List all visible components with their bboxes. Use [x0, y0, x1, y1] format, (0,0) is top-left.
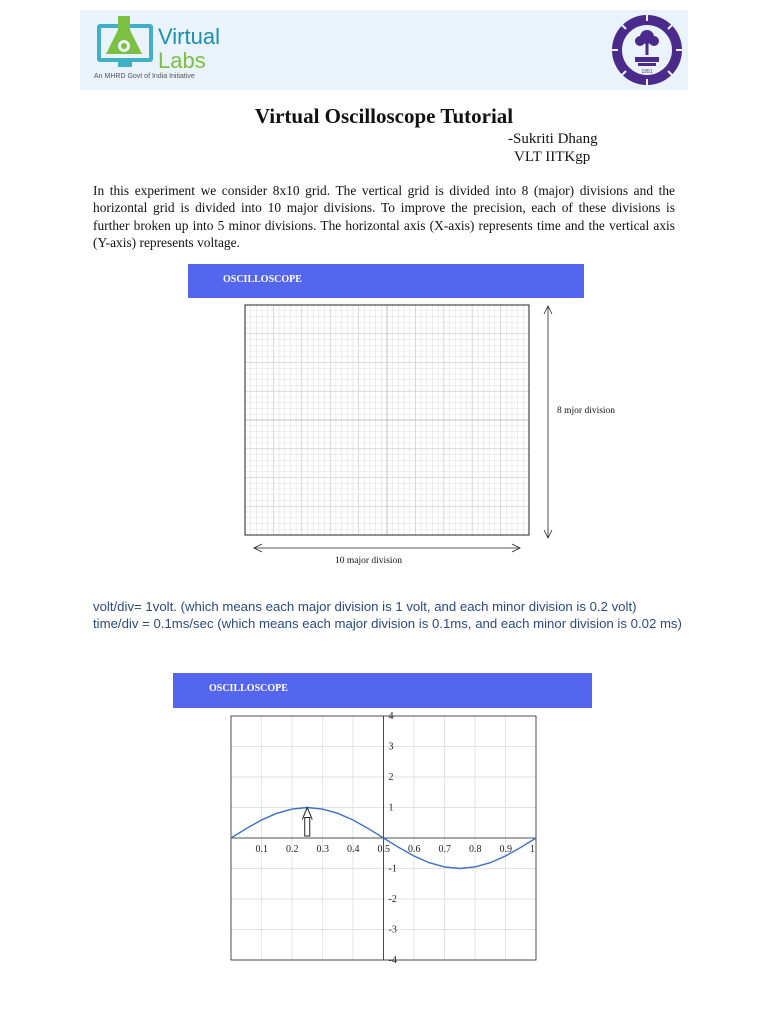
oscilloscope-grid-figure	[242, 302, 532, 570]
vertical-arrow	[540, 302, 560, 542]
y-tick-label: -2	[388, 894, 397, 905]
sine-wave-chart	[228, 710, 540, 964]
oscilloscope-label: OSCILLOSCOPE	[223, 274, 302, 285]
y-tick-label: 1	[388, 802, 394, 814]
x-tick-label: 0.3	[316, 844, 329, 855]
oscilloscope-label-2: OSCILLOSCOPE	[209, 683, 288, 694]
x-tick-label: 0.4	[347, 844, 360, 855]
x-tick-label: 0.1	[255, 844, 268, 855]
page-title: Virtual Oscilloscope Tutorial	[254, 104, 514, 128]
x-tick-label: 0.2	[286, 844, 299, 855]
x-tick-label: 0.7	[438, 844, 451, 855]
horizontal-dimension-arrow	[254, 544, 520, 552]
y-tick-label: 4	[388, 711, 394, 722]
x-tick-label: 1	[530, 844, 535, 855]
author-block	[508, 130, 598, 166]
horizontal-division-label: 10 major division	[335, 556, 403, 566]
time-div-text: time/div = 0.1ms/sec (which means each major division is 0.1ms, and each minor division is 0.02 ms)	[93, 616, 682, 631]
y-tick-label: -4	[388, 955, 397, 964]
y-tick-label: -3	[388, 924, 397, 936]
y-tick-label: 3	[388, 741, 394, 753]
header-banner	[80, 10, 688, 90]
scale-description	[93, 598, 683, 632]
author-name: -Sukriti Dhang	[508, 131, 598, 147]
intro-paragraph: In this experiment we consider 8x10 grid. The vertical grid is divided into 8 (major) divisions and the horizontal grid is divided into 10 major divisions. To improve the precision, each of these divisions is further broken up into 5 minor divisions. The horizontal axis (X-axis) represents time and the vertical axis (Y-axis) represents voltage.	[93, 183, 675, 251]
logo-line2: Labs	[158, 48, 206, 73]
author-affiliation: VLT IITKgp	[514, 149, 591, 165]
x-tick-label: 0.5	[377, 844, 390, 855]
logo-tagline: An MHRD Govt of India Initiative	[94, 73, 195, 80]
x-tick-label: 0.9	[499, 844, 512, 855]
x-tick-label: 0.8	[469, 844, 482, 855]
marker-arrow-shaft	[305, 818, 310, 837]
logo-line1: Virtual	[158, 24, 220, 49]
volt-div-text: volt/div= 1volt. (which means each major division is 1 volt, and each minor division is 0.2 volt)	[93, 599, 637, 614]
y-tick-label: -1	[388, 863, 397, 875]
x-tick-label: 0.6	[408, 844, 421, 855]
seal-year: 1951	[641, 69, 653, 75]
iit-kgp-seal	[610, 13, 684, 87]
vertical-division-label: 8 mjor division	[557, 406, 616, 416]
virtual-labs-logo	[94, 14, 234, 76]
y-tick-label: 2	[388, 772, 394, 783]
